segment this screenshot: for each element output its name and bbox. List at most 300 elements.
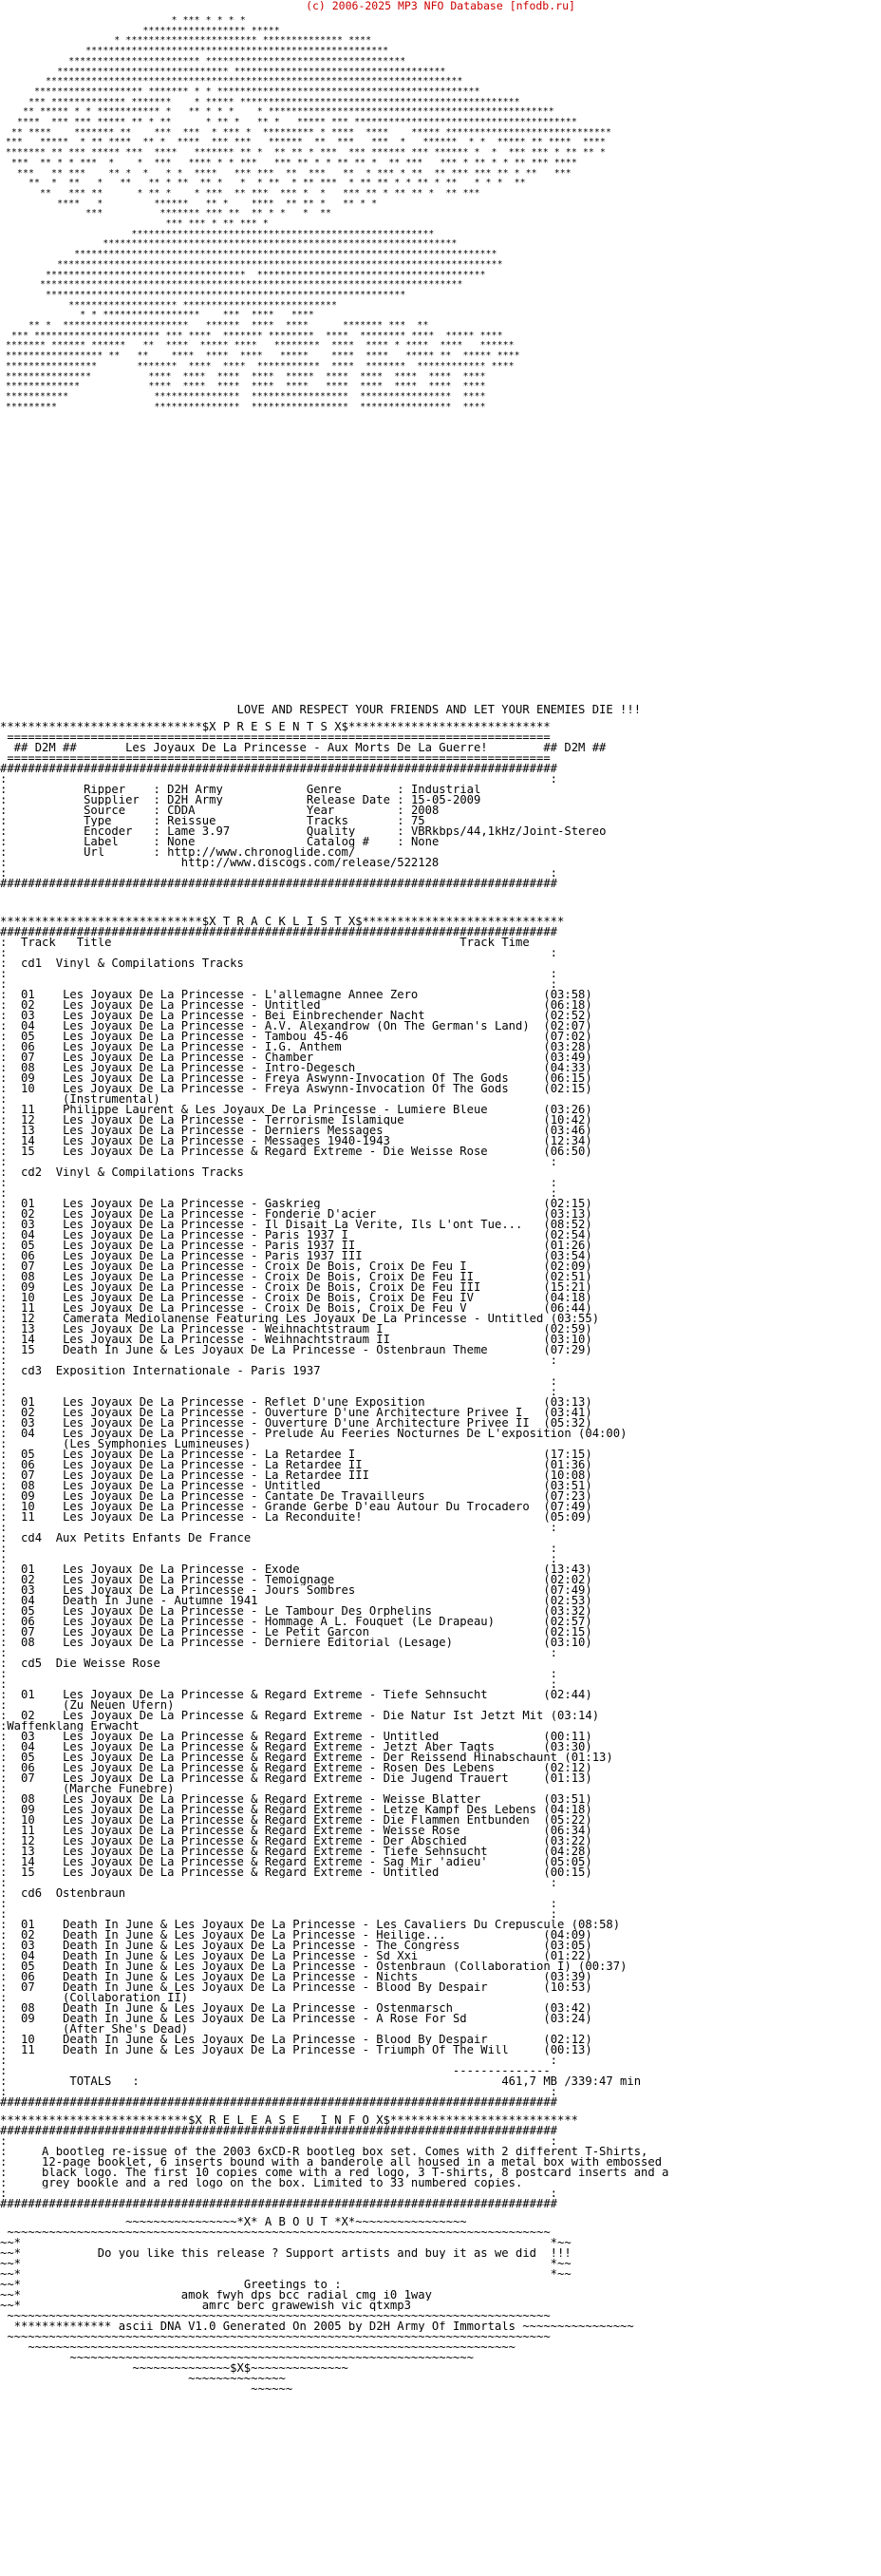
ascii-logo-line: * * ***************** *** **** **** [0, 310, 315, 321]
track-row: : 05 Les Joyaux De La Princesse & Regard Extreme - Der Reissend Hinabschaunt (01:13) [0, 1752, 613, 1763]
track-row: : 04 Les Joyaux De La Princesse - Paris 1937 I (02:54) [0, 1230, 592, 1241]
ascii-logo-line: ******* ****** ****** ** **** ***** **** ******** **** **** * **** **** ****** [0, 340, 515, 351]
release-info-line-text: A bootleg re-issue of the 2003 6xCD-R bootleg box set. Comes with 2 different T-Shirts, [42, 2147, 648, 2157]
track-time: (02:09) [543, 1261, 592, 1272]
ascii-logo-line: ** *** ** * ** * * *** ** *** *** * * *** ** * ** ** * ** *** [0, 187, 480, 199]
track-time: (01:26) [543, 1241, 592, 1251]
track-title: Les Joyaux De La Princesse - Croix De Bois, Croix De Feu V [63, 1303, 467, 1314]
release-title: Les Joyaux De La Princesse - Aux Morts De La Guerre! [125, 743, 488, 753]
track-row: : 06 Les Joyaux De La Princesse & Regard Extreme - Rosen Des Lebens (02:12) [0, 1763, 592, 1773]
track-row: : 05 Les Joyaux De La Princesse - Tambou 45-46 (07:02) [0, 1032, 592, 1042]
track-row: : 11 Philippe Laurent & Les Joyaux De La Princesse - Lumiere Bleue (03:26) [0, 1105, 592, 1115]
track-title: Death In June & Les Joyaux De La Princesse - Ostenbraun Theme [63, 1345, 488, 1355]
track-time: (07:02) [543, 1032, 592, 1042]
track-time: (02:54) [543, 1230, 592, 1241]
track-number: 13 [21, 1126, 35, 1136]
tracklist-frame-side: : : [0, 1376, 557, 1387]
info-value: D2H Army [167, 785, 223, 795]
track-time: (03:10) [543, 1335, 592, 1345]
track-number: 05 [21, 1449, 35, 1460]
info-row: : Url : http://www.chronoglide.com/ [0, 847, 356, 858]
track-time: (03:32) [543, 1606, 592, 1617]
track-row: : 10 Death In June & Les Joyaux De La Princesse - Blood By Despair (02:12) [0, 2035, 592, 2045]
tracklist-frame-side: : : [0, 979, 557, 990]
ascii-logo-line: *** ** *** ** * * * * **** *** *** ** *** ** * *** * ** ** *** *** ** * ** *** [0, 167, 572, 179]
info-row: : Source : CDDA Year : 2008 [0, 805, 440, 816]
track-title: Les Joyaux De La Princesse - Ouverture D'une Architecture Privee I [63, 1408, 523, 1418]
disc-header: : cd4 Aux Petits Enfants De France [0, 1533, 252, 1544]
track-title: Les Joyaux De La Princesse - Ouverture D'une Architecture Privee II [63, 1418, 530, 1429]
track-time: (06:50) [543, 1146, 592, 1157]
info-row: : Label : None Catalog # : None [0, 837, 440, 847]
track-time: (07:23) [543, 1491, 592, 1502]
disc-id: cd2 [21, 1167, 43, 1178]
track-number: 02 [21, 1711, 35, 1721]
tracklist-frame-top: ################################################################################ [0, 927, 557, 938]
track-row: : 01 Les Joyaux De La Princesse - L'allemagne Annee Zero (03:58) [0, 990, 592, 1000]
track-row: : 11 Les Joyaux De La Princesse - Croix De Bois, Croix De Feu V (06:44) [0, 1303, 592, 1314]
track-title: Les Joyaux De La Princesse - Il Disait La Verite, Ils L'ont Tue... [63, 1220, 523, 1230]
track-title: Les Joyaux De La Princesse - Derniere Editorial (Lesage) [63, 1638, 453, 1648]
track-number: 06 [21, 1042, 35, 1052]
ascii-logo-line: *** ********************** *** **** ******* ******** **** ******** **** ***** **** [0, 330, 503, 341]
track-row: : 08 Les Joyaux De La Princesse - Derniere Editorial (Lesage) (03:10) [0, 1638, 592, 1648]
tracklist-frame-side: : : [0, 1544, 557, 1554]
disc-name: Die Weisse Rose [55, 1658, 160, 1669]
disc-header: : cd6 Ostenbraun [0, 1888, 126, 1899]
track-number: 05 [21, 1752, 35, 1763]
ascii-logo-line: *** *** * ** *** * [0, 218, 269, 229]
track-row: : 15 Death In June & Les Joyaux De La Princesse - Ostenbraun Theme (07:29) [0, 1345, 592, 1355]
track-number: 05 [21, 1241, 35, 1251]
track-number: 08 [21, 1272, 35, 1282]
release-info-frame-side: : : [0, 2188, 557, 2199]
totals-row: : TOTALS : 461,7 MB /339:47 min [0, 2076, 642, 2087]
track-number: 04 [21, 1021, 35, 1032]
track-time: (00:15) [543, 1867, 592, 1878]
release-info-frame-bottom: ################################################################################ [0, 2199, 557, 2209]
track-number: 08 [21, 1063, 35, 1073]
track-number: 03 [21, 1585, 35, 1596]
info-label: Type [84, 816, 112, 826]
disc-id: cd1 [21, 958, 43, 969]
track-number: 07 [21, 1773, 35, 1784]
track-number: 06 [21, 1617, 35, 1627]
track-row: : 15 Les Joyaux De La Princesse & Regard Extreme - Untitled (00:15) [0, 1867, 592, 1878]
track-title: Les Joyaux De La Princesse - Prelude Au Feeries Nocturnes De L'exposition [63, 1429, 572, 1439]
tagline-text: LOVE AND RESPECT YOUR FRIENDS AND LET YOUR ENEMIES DIE !!! [236, 705, 642, 715]
track-time: (04:18) [543, 1293, 592, 1303]
track-time: (15:21) [543, 1282, 592, 1293]
track-number: 01 [21, 1199, 35, 1209]
track-time: (02:44) [543, 1690, 592, 1700]
track-title: Les Joyaux De La Princesse - Paris 1937 I [63, 1230, 348, 1241]
track-row: : 15 Les Joyaux De La Princesse & Regard Extreme - Die Weisse Rose (06:50) [0, 1146, 592, 1157]
track-time: (02:51) [543, 1272, 592, 1282]
track-time: (03:51) [543, 1481, 592, 1491]
tracklist-frame-side: : : [0, 1909, 557, 1920]
track-title: Les Joyaux De La Princesse - Tambou 45-46 [63, 1032, 348, 1042]
info-value: 75 [410, 816, 425, 826]
about-frame-bottom: ~~~~~~~~~~~~~~~~~~~~~~~~~~~~~~~~~~~~~~~~~~~~~~~~~~~~~~~~~~~~~~~~~~~~~~~~~~~~~~ [0, 2311, 551, 2321]
track-number: 15 [21, 1345, 35, 1355]
track-row: : 03 Les Joyaux De La Princesse - Bei Einbrechender Nacht (02:52) [0, 1011, 592, 1021]
track-number: 10 [21, 1815, 35, 1826]
track-row: : 07 Les Joyaux De La Princesse - Chamber (03:49) [0, 1052, 592, 1063]
track-time: (05:32) [543, 1418, 592, 1429]
track-number: 10 [21, 2035, 35, 2045]
track-time: (04:00) [578, 1429, 628, 1439]
track-row: : 10 Les Joyaux De La Princesse - Croix De Bois, Croix De Feu IV (04:18) [0, 1293, 592, 1303]
info-url-2-text[interactable]: http://www.discogs.com/release/522128 [180, 858, 440, 868]
track-number: 07 [21, 1627, 35, 1638]
track-title: Les Joyaux De La Princesse - Jours Sombres [63, 1585, 356, 1596]
track-row: : 09 Les Joyaux De La Princesse - Freya Aswynn-Invocation Of The Gods (06:15) [0, 1073, 592, 1084]
track-title: Les Joyaux De La Princesse - La Retardee II [63, 1460, 363, 1470]
track-title: Philippe Laurent & Les Joyaux De La Princesse - Lumiere Bleue [63, 1105, 488, 1115]
track-title: Les Joyaux De La Princesse & Regard Extreme - Der Abschied [63, 1836, 467, 1847]
track-title: Les Joyaux De La Princesse - Le Petit Garcon [63, 1627, 369, 1638]
track-number: 01 [21, 1920, 35, 1930]
track-title: Les Joyaux De La Princesse - Fonderie D'acier [63, 1209, 377, 1220]
track-title: Les Joyaux De La Princesse & Regard Extreme - Jetzt Aber Tagts [63, 1742, 495, 1752]
info-value: Lame 3.97 [167, 826, 231, 837]
track-row: : 07 Les Joyaux De La Princesse - Le Petit Garcon (02:15) [0, 1627, 592, 1638]
about-frame-side: ~~* *~~ [0, 2238, 572, 2248]
track-title: Les Joyaux De La Princesse - La Reconduite! [63, 1512, 363, 1523]
track-row: : 05 Death In June & Les Joyaux De La Princesse - Ostenbraun (Collaboration I) (00:37) [0, 1961, 628, 1972]
ascii-logo-line: *************************************************************** [0, 289, 406, 300]
ascii-logo-line: ************************************************************************** [0, 279, 463, 291]
track-time: (02:15) [543, 1199, 592, 1209]
track-time: (02:12) [543, 2035, 592, 2045]
track-number: 06 [21, 1972, 35, 1982]
footer-taper: ~~~~~~~~~~~~~~~~~~~~~~~~~~~~~~~~~~~~~~~~~~~~~~~~~~~~~~~~~~ [0, 2353, 474, 2363]
disc-name: Aux Petits Enfants De France [55, 1533, 252, 1544]
ascii-logo-line: *********** *************** ***************** **************** **** [0, 390, 486, 402]
track-row: : 04 Les Joyaux De La Princesse - Prelude Au Feeries Nocturnes De L'exposition (04:00) [0, 1429, 628, 1439]
track-title: Les Joyaux De La Princesse - Untitled [63, 1481, 321, 1491]
release-info-line-text: black logo. The first 10 copies come with a red logo, 3 T-shirts, 8 postcard inserts and a [42, 2168, 669, 2178]
ascii-logo-line: **** * ****** ** * **** ** ** * ** * * [0, 198, 378, 209]
disc-id: cd6 [21, 1888, 43, 1899]
ascii-logo-line: * *** * * * * [0, 15, 246, 26]
track-title: Les Joyaux De La Princesse - Chamber [63, 1052, 314, 1063]
tracklist-frame-side: : : [0, 1188, 557, 1199]
disc-header: : cd3 Exposition Internationale - Paris 1937 [0, 1366, 321, 1376]
track-row: : 01 Les Joyaux De La Princesse & Regard Extreme - Tiefe Sehnsucht (02:44) [0, 1690, 592, 1700]
track-row: : 03 Les Joyaux De La Princesse - Jours Sombres (07:49) [0, 1585, 592, 1596]
track-row: : 02 Les Joyaux De La Princesse - Untitled (06:18) [0, 1000, 592, 1011]
ascii-logo-line: ****************************** ************************************* [0, 66, 446, 77]
track-number: 14 [21, 1136, 35, 1146]
track-number: 09 [21, 1805, 35, 1815]
disc-header: : cd2 Vinyl & Compilations Tracks [0, 1167, 244, 1178]
track-row: : 04 Death In June & Les Joyaux De La Princesse - Sd Xxi (01:22) [0, 1951, 592, 1961]
disc-name: Vinyl & Compilations Tracks [55, 1167, 244, 1178]
about-frame-top: ~~~~~~~~~~~~~~~~~~~~~~~~~~~~~~~~~~~~~~~~~~~~~~~~~~~~~~~~~~~~~~~~~~~~~~~~~~~~~~ [0, 2227, 551, 2238]
track-number: 04 [21, 1951, 35, 1961]
track-title: (Les Symphonies Lumineuses) [63, 1439, 252, 1449]
tracklist-frame-bottom: ################################################################################ [0, 2097, 557, 2108]
tracklist-frame-side: : : [0, 1523, 557, 1533]
ascii-logo-line: ****************************************************************************** [0, 258, 503, 270]
track-number: 06 [21, 1251, 35, 1261]
disc-name: Ostenbraun [55, 1888, 126, 1899]
track-time: (03:51) [543, 1794, 592, 1805]
track-number: 08 [21, 1638, 35, 1648]
track-title: Les Joyaux De La Princesse - Bei Einbrechender Nacht [63, 1011, 425, 1021]
track-row: : 14 Les Joyaux De La Princesse - Weihnachtstraum II (03:10) [0, 1335, 592, 1345]
track-title: Les Joyaux De La Princesse - Intro-Degesch [63, 1063, 356, 1073]
release-info-line: : A bootleg re-issue of the 2003 6xCD-R bootleg box set. Comes with 2 different T-Shirts, [0, 2147, 648, 2157]
track-row: : 02 Les Joyaux De La Princesse - Ouverture D'une Architecture Privee I (03:41) [0, 1408, 592, 1418]
track-title: Les Joyaux De La Princesse & Regard Extreme - Der Reissend Hinabschaunt [63, 1752, 558, 1763]
track-title: Les Joyaux De La Princesse & Regard Extreme - Rosen Des Lebens [63, 1763, 495, 1773]
track-title: Les Joyaux De La Princesse - Terrorisme Islamique [63, 1115, 404, 1126]
track-time: (03:49) [543, 1052, 592, 1063]
ascii-logo-line: *** ** * * *** * * *** **** * * *** *** ** * * ** ** * ** *** *** * ** * * ** *** **** [0, 157, 577, 168]
ascii-logo-line: ******************* ******* * * ********************************************** [0, 85, 480, 97]
ascii-logo-line: ***************************************************** [0, 228, 435, 239]
track-title: Death In June & Les Joyaux De La Princesse - Ostenbraun (Collaboration I) [63, 1961, 572, 1972]
info-row: : Ripper : D2H Army Genre : Industrial [0, 785, 481, 795]
track-time: (03:46) [543, 1126, 592, 1136]
track-time: (02:52) [543, 1011, 592, 1021]
track-row: : 09 Les Joyaux De La Princesse - Croix De Bois, Croix De Feu III (15:21) [0, 1282, 592, 1293]
tracklist-frame-side: : : [0, 1554, 557, 1564]
track-title: Les Joyaux De La Princesse - Hommage A L. Fouquet (Le Drapeau) [63, 1617, 495, 1627]
info-url-2[interactable]: : http://www.discogs.com/release/522128 [0, 858, 440, 868]
track-time: (02:59) [543, 1324, 592, 1335]
ascii-logo-line: *********************************** **************************************** [0, 269, 486, 280]
track-time: (04:28) [543, 1847, 592, 1857]
track-title: Death In June & Les Joyaux De La Princesse - Blood By Despair [63, 2035, 488, 2045]
tracklist-frame-side: : : [0, 1878, 557, 1888]
release-info-line: : 12-page booklet, 6 inserts bound with a banderole all housed in a metal box with embossed [0, 2157, 663, 2168]
track-title: Les Joyaux De La Princesse & Regard Extreme - Tiefe Sehnsucht [63, 1847, 488, 1857]
track-row: : 08 Death In June & Les Joyaux De La Princesse - Ostenmarsch (03:42) [0, 2003, 592, 2014]
track-number: 10 [21, 1502, 35, 1512]
tracklist-frame-side: : : [0, 1899, 557, 1909]
track-row: : (Marche Funebre) [0, 1784, 175, 1794]
track-number: 15 [21, 1867, 35, 1878]
track-number: 13 [21, 1324, 35, 1335]
track-number: 11 [21, 1512, 35, 1523]
track-title: Les Joyaux De La Princesse - I.G. Anthem [63, 1042, 342, 1052]
track-number: 05 [21, 1961, 35, 1972]
track-row: : (Zu Neuen Ufern) [0, 1700, 175, 1711]
ascii-logo-line: *************** **** **** **** **** ***** **** **** **** **** **** [0, 370, 486, 382]
track-time: (03:26) [543, 1105, 592, 1115]
footer-rule: ~~~~~~~~~~~~~~~~~~~~~~~~~~~~~~~~~~~~~~~~~~~~~~~~~~~~~~~~~~~~~~~~~~~~~~~~~~~~~~ [0, 2332, 551, 2342]
track-time: (04:18) [543, 1805, 592, 1815]
tracklist-frame-side: : : [0, 1178, 557, 1188]
track-row: : 05 Les Joyaux De La Princesse - La Retardee I (17:15) [0, 1449, 592, 1460]
track-number: 06 [21, 1763, 35, 1773]
track-title: Les Joyaux De La Princesse - A.V. Alexandrow (On The German's Land) [63, 1021, 530, 1032]
track-row: : 02 Les Joyaux De La Princesse - Temoignage (02:02) [0, 1575, 592, 1585]
track-row: : 06 Les Joyaux De La Princesse - I.G. Anthem (03:28) [0, 1042, 592, 1052]
track-time: (01:13) [564, 1752, 613, 1763]
track-row: : 10 Les Joyaux De La Princesse - Freya Aswynn-Invocation Of The Gods (02:15) [0, 1084, 592, 1094]
track-number: 08 [21, 1794, 35, 1805]
track-number: 03 [21, 1220, 35, 1230]
track-number: 11 [21, 2045, 35, 2055]
footer-taper: ~~~~~~~~~~~~~~~~~~~~~~~~~~~~~~~~~~~~~~~~~~~~~~~~~~~~~~~~~~~~~~~~~~~~~~ [0, 2342, 515, 2353]
source-header-link[interactable]: (c) 2006-2025 MP3 NFO Database [nfodb.ru] [306, 0, 575, 12]
ascii-logo-line: ******* ** *** ***** *** **** ******* ** * ** ** * *** *** ****** *** ****** * * *** *** * ** ** * [0, 147, 607, 159]
tracklist-column-headers: : Track Title Track Time [0, 938, 530, 948]
tagline [0, 705, 881, 715]
track-time: (03:05) [543, 1941, 592, 1951]
info-label: Genre [306, 785, 342, 795]
track-time: (10:53) [543, 1982, 592, 1993]
track-time: (03:54) [543, 1251, 592, 1261]
track-row: : 02 Les Joyaux De La Princesse - Fonderie D'acier (03:13) [0, 1209, 592, 1220]
track-time: (03:28) [543, 1042, 592, 1052]
track-row: : 02 Les Joyaux De La Princesse & Regard Extreme - Die Natur Ist Jetzt Mit (03:14) [0, 1711, 600, 1721]
track-time: (00:13) [543, 2045, 592, 2055]
greetings-line-text: amrc berc grawewish vic qtxmp3 [201, 2301, 411, 2311]
banner-tag-left: D2M [34, 743, 56, 753]
track-row: : 06 Death In June & Les Joyaux De La Princesse - Nichts (03:39) [0, 1972, 592, 1982]
track-row: : 07 Death In June & Les Joyaux De La Princesse - Blood By Despair (10:53) [0, 1982, 592, 1993]
track-number: 01 [21, 1690, 35, 1700]
track-title: Death In June & Les Joyaux De La Princesse - The Congress [63, 1941, 460, 1951]
track-title: Les Joyaux De La Princesse - Croix De Bois, Croix De Feu III [63, 1282, 481, 1293]
track-row: : 01 Les Joyaux De La Princesse - Exode (13:43) [0, 1564, 592, 1575]
release-info-frame-top: ################################################################################ [0, 2126, 557, 2136]
track-row: : 12 Camerata Mediolanense Featuring Les Joyaux De La Princesse - Untitled (03:55) [0, 1314, 600, 1324]
track-number: 04 [21, 1596, 35, 1606]
track-number: 02 [21, 1209, 35, 1220]
track-number: 02 [21, 1930, 35, 1941]
track-title: Les Joyaux De La Princesse & Regard Extreme - Letze Kampf Des Lebens [63, 1805, 537, 1815]
track-title: Death In June & Les Joyaux De La Princesse - Nichts [63, 1972, 419, 1982]
track-row: : 08 Les Joyaux De La Princesse & Regard Extreme - Weisse Blatter (03:51) [0, 1794, 592, 1805]
track-title: Les Joyaux De La Princesse - Messages 1940-1943 [63, 1136, 390, 1146]
info-label: Encoder [84, 826, 133, 837]
info-label: Year [306, 805, 335, 816]
track-title: Les Joyaux De La Princesse & Regard Extreme - Die Weisse Rose [63, 1146, 488, 1157]
track-time: (17:15) [543, 1449, 592, 1460]
track-title: Les Joyaux De La Princesse & Regard Extreme - Sag Mir 'adieu' [63, 1857, 488, 1867]
release-info-header-text: R E L E A S E I N F O [209, 2115, 369, 2126]
track-title: Death In June - Autumne 1941 [63, 1596, 258, 1606]
track-row: : 12 Les Joyaux De La Princesse & Regard Extreme - Der Abschied (03:22) [0, 1836, 592, 1847]
greetings-title: ~~* Greetings to : [0, 2280, 342, 2290]
presents-header: *****************************$X P R E S E N T S X$***************************** [0, 722, 551, 732]
totals-label: TOTALS [69, 2076, 112, 2087]
info-value: None [167, 837, 196, 847]
track-row: : 07 Les Joyaux De La Princesse - La Retardee III (10:08) [0, 1470, 592, 1481]
track-row: : 03 Les Joyaux De La Princesse - Ouverture D'une Architecture Privee II (05:32) [0, 1418, 592, 1429]
track-number: 07 [21, 1982, 35, 1993]
track-number: 03 [21, 1418, 35, 1429]
track-title: Les Joyaux De La Princesse - Weihnachtstraum II [63, 1335, 390, 1345]
track-row: : 09 Les Joyaux De La Princesse - Cantate De Travailleurs (07:23) [0, 1491, 592, 1502]
track-number: 02 [21, 1000, 35, 1011]
track-title: Les Joyaux De La Princesse & Regard Extreme - Weisse Rose [63, 1826, 460, 1836]
track-row: : 03 Les Joyaux De La Princesse & Regard Extreme - Untitled (00:11) [0, 1732, 592, 1742]
track-row: : 06 Les Joyaux De La Princesse - La Retardee II (01:36) [0, 1460, 592, 1470]
greetings-title-text: Greetings to : [243, 2280, 342, 2290]
track-time: (03:30) [543, 1742, 592, 1752]
track-time: (01:36) [543, 1460, 592, 1470]
info-label: Ripper [84, 785, 126, 795]
track-number: 14 [21, 1335, 35, 1345]
release-info-line-text: 12-page booklet, 6 inserts bound with a banderole all housed in a metal box with embossed [42, 2157, 663, 2168]
ascii-logo-line: *** ************* ******* * ***** ************************************************* [0, 96, 520, 107]
track-number: 11 [21, 1303, 35, 1314]
track-row: : 07 Les Joyaux De La Princesse - Croix De Bois, Croix De Feu I (02:09) [0, 1261, 592, 1272]
ascii-logo-line: ** * ********************** ****** **** **** ******* *** ** [0, 320, 429, 331]
track-title: Les Joyaux De La Princesse - La Retardee I [63, 1449, 356, 1460]
info-label: Source [84, 805, 126, 816]
track-time: (01:22) [543, 1951, 592, 1961]
ascii-logo-line: ******************* *************************** [0, 299, 338, 311]
info-url[interactable]: http://www.chronoglide.com/ [167, 847, 356, 858]
track-time: (12:34) [543, 1136, 592, 1146]
ascii-logo-line: ** ***** * * *********** * ** * * * * ************************************************** [0, 106, 554, 118]
track-title: Les Joyaux De La Princesse - Exode [63, 1564, 300, 1575]
footer-taper: ~~~~~~ [0, 2384, 293, 2395]
track-title: Les Joyaux De La Princesse & Regard Extreme - Die Flammen Entbunden [63, 1815, 530, 1826]
track-number: 07 [21, 1052, 35, 1063]
track-number: 07 [21, 1261, 35, 1272]
ascii-logo-line: **************** ******* **** **** *********** **** ******* ************ **** [0, 360, 515, 371]
track-number: 09 [21, 1491, 35, 1502]
info-value: 15-05-2009 [410, 795, 481, 805]
tracklist-frame-side: : : [0, 1157, 557, 1167]
track-number: 14 [21, 1857, 35, 1867]
tracklist-frame-side: : : [0, 2087, 557, 2097]
track-time: (07:29) [543, 1345, 592, 1355]
track-number: 02 [21, 1408, 35, 1418]
track-row: : 01 Les Joyaux De La Princesse - Gaskrieg (02:15) [0, 1199, 592, 1209]
totals-value: 461,7 MB /339:47 min [501, 2076, 642, 2087]
track-number: 10 [21, 1084, 35, 1094]
tracklist-frame-side: : : [0, 1679, 557, 1690]
track-row: : 11 Death In June & Les Joyaux De La Princesse - Triumph Of The Will (00:13) [0, 2045, 592, 2055]
track-title: Death In June & Les Joyaux De La Princesse - Blood By Despair [63, 1982, 488, 1993]
banner-border: ============================================================================== [0, 753, 551, 764]
track-number: 05 [21, 1606, 35, 1617]
track-number: 03 [21, 1732, 35, 1742]
track-title: Les Joyaux De La Princesse - Croix De Bois, Croix De Feu II [63, 1272, 474, 1282]
track-title: Les Joyaux De La Princesse & Regard Extreme - Weisse Blatter [63, 1794, 481, 1805]
track-number: 12 [21, 1314, 35, 1324]
track-title: Les Joyaux De La Princesse - Weihnachtstraum I [63, 1324, 384, 1335]
info-label: Label [84, 837, 119, 847]
track-title: Les Joyaux De La Princesse & Regard Extreme - Untitled [63, 1867, 440, 1878]
about-frame-side: ~~* *~~ [0, 2269, 572, 2280]
track-row: : 14 Les Joyaux De La Princesse - Messages 1940-1943 (12:34) [0, 1136, 592, 1146]
banner-border: ============================================================================== [0, 732, 551, 743]
track-title: Les Joyaux De La Princesse - Derniers Messages [63, 1126, 384, 1136]
track-number: 05 [21, 1032, 35, 1042]
track-row: : 04 Death In June - Autumne 1941 (02:53) [0, 1596, 592, 1606]
release-title-banner: ## D2M ## Les Joyaux De La Princesse - Aux Morts De La Guerre! ## D2M ## [0, 743, 607, 753]
ascii-logo-line: ***************** ** ** **** **** **** ***** **** **** ***** ** ***** **** [0, 350, 520, 362]
info-label: Supplier [84, 795, 140, 805]
track-title: Death In June & Les Joyaux De La Princesse - Heilige... [63, 1930, 446, 1941]
info-label: Tracks [306, 816, 348, 826]
track-title: Les Joyaux De La Princesse & Regard Extreme - Die Jugend Trauert [63, 1773, 509, 1784]
tracklist-frame-side: : : [0, 1355, 557, 1366]
totals-rule: : -------------- [0, 2066, 551, 2076]
